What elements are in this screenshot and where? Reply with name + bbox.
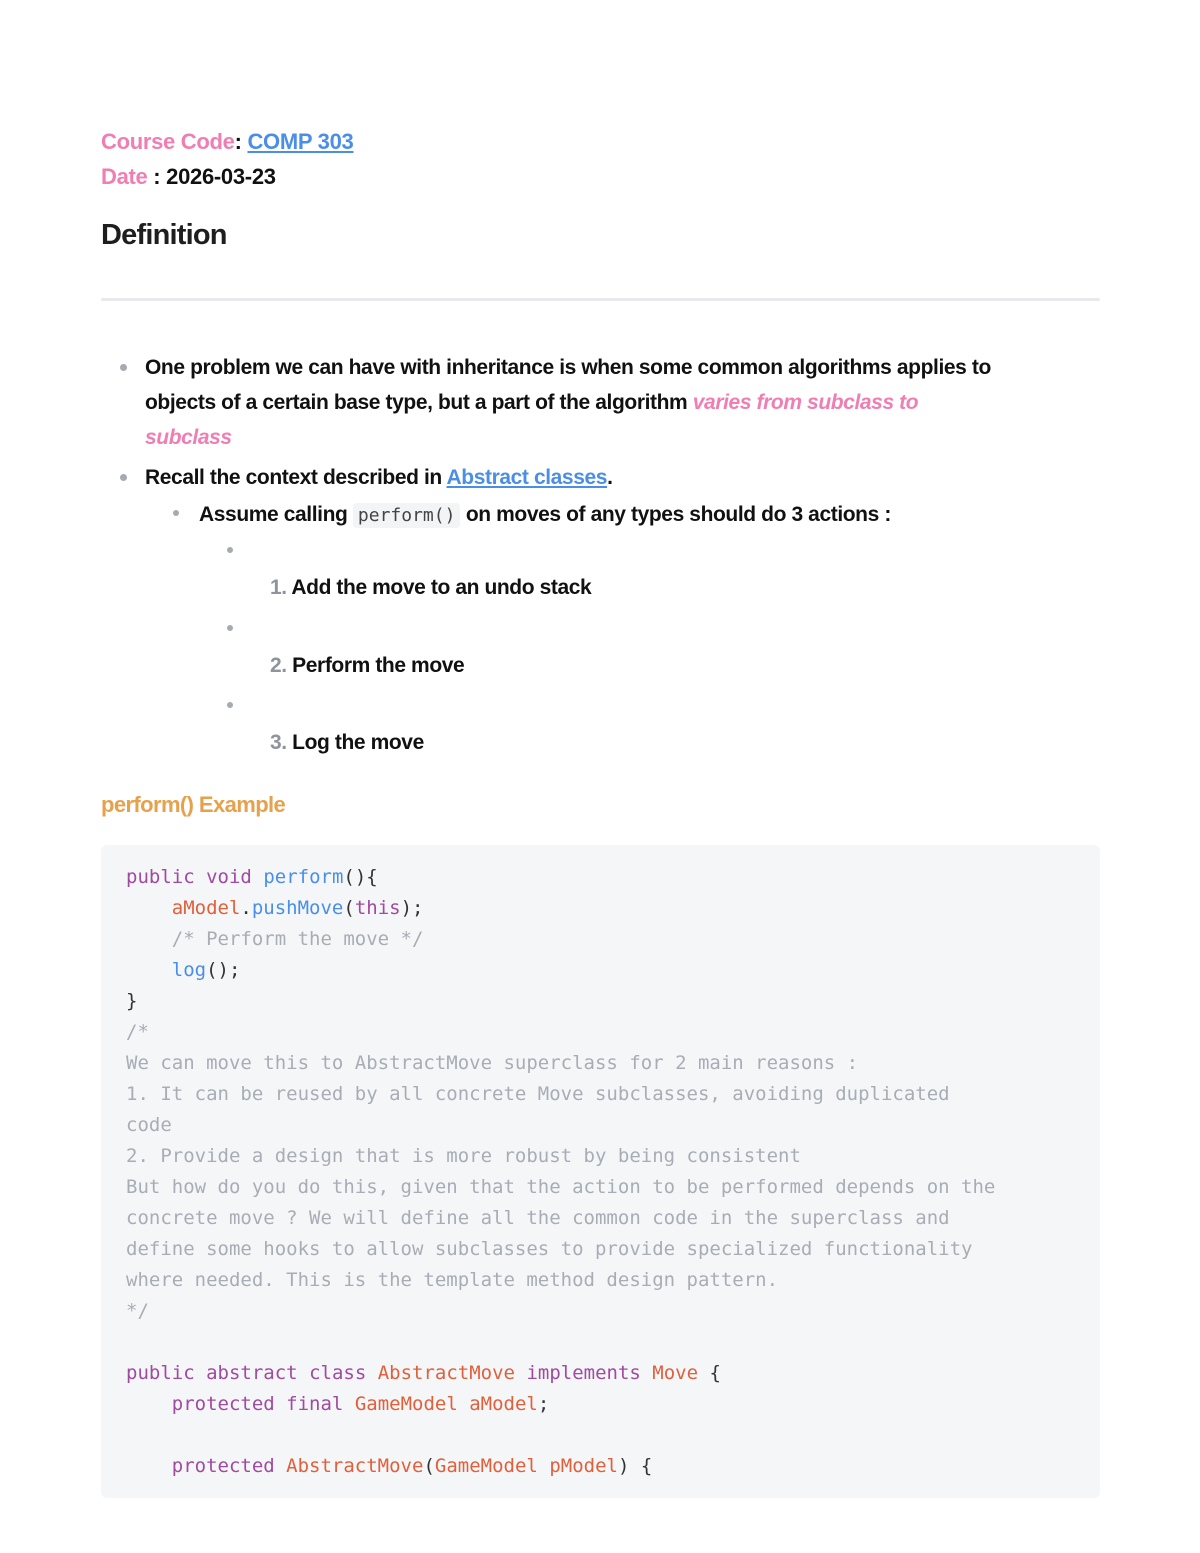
code-token: GameModel <box>354 1393 458 1415</box>
bullet2-prefix: Recall the context described in <box>145 466 447 489</box>
sub-bullet-text <box>199 497 891 533</box>
date-colon: : <box>147 164 167 189</box>
bullet1-emphasis-cont: subclass <box>145 426 232 449</box>
code-token: abstract <box>206 1362 298 1384</box>
step-number: 3. <box>270 731 287 754</box>
code-comment-line: But how do you do this, given that the action to be performed depends on the <box>126 1176 996 1198</box>
code-token: protected <box>171 1455 275 1477</box>
code-token: AbstractMove <box>286 1455 424 1477</box>
bullet1-emphasis: varies from subclass to <box>692 391 919 414</box>
divider <box>101 298 1100 301</box>
code-comment-line: /* <box>126 1021 149 1043</box>
code-token: public <box>126 1362 195 1384</box>
course-code-link[interactable]: COMP 303 <box>247 129 354 154</box>
code-token: final <box>286 1393 344 1415</box>
step-number: 2. <box>270 654 287 677</box>
code-comment-line: define some hooks to allow subclasses to provide specialized functionality <box>126 1238 973 1260</box>
code-comment-line: code <box>126 1114 172 1136</box>
course-code-line <box>101 124 353 159</box>
sub-bullet-suffix: on moves of any types should do 3 actions : <box>460 503 891 526</box>
bullet1-line1: One problem we can have with inheritance is when some common algorithms applies to <box>145 356 991 379</box>
code-token: implements <box>526 1362 641 1384</box>
step-item <box>270 725 424 760</box>
step-text: Add the move to an undo stack <box>291 576 592 599</box>
step-text: Log the move <box>292 731 424 754</box>
code-token: protected <box>171 1393 275 1415</box>
code-comment-line: */ <box>126 1300 149 1322</box>
bullet1-line2-text: objects of a certain base type, but a part of the algorithm <box>145 391 693 414</box>
step-item <box>270 648 464 683</box>
bullet-dot <box>227 547 233 553</box>
code-token: /* Perform the move */ <box>171 928 424 950</box>
code-comment-line: where needed. This is the template method design pattern. <box>126 1269 779 1291</box>
bullet2-text <box>145 460 613 495</box>
code-token: this <box>354 897 401 919</box>
code-token: pModel <box>549 1455 618 1477</box>
date-line <box>101 159 276 194</box>
abstract-classes-link[interactable]: Abstract classes <box>446 466 608 489</box>
list-item <box>101 350 1100 455</box>
code-comment-line: 2. Provide a design that is more robust by being consistent <box>126 1145 801 1167</box>
bullet-dot <box>227 702 233 708</box>
example-heading: perform() Example <box>101 792 286 817</box>
code-comment-line: 1. It can be reused by all concrete Move subclasses, avoiding duplicated <box>126 1083 950 1105</box>
sub-bullet-prefix: Assume calling <box>199 503 353 526</box>
date-value: 2026-03-23 <box>166 164 276 189</box>
perform-inline-code: perform() <box>353 503 461 528</box>
code-token: public <box>126 866 195 888</box>
bullet-dot <box>173 510 179 516</box>
code-token: AbstractMove <box>377 1362 515 1384</box>
step-item <box>270 570 591 605</box>
sub-list-item <box>101 497 1100 532</box>
bullet2-suffix: . <box>607 466 613 489</box>
date-label: Date <box>101 164 148 189</box>
bullet-dot <box>120 364 127 371</box>
definition-heading: Definition <box>101 219 227 251</box>
code-token: log <box>171 959 207 981</box>
code-token: pushMove <box>251 897 344 919</box>
code-comment-line: We can move this to AbstractMove superclass for 2 main reasons : <box>126 1052 859 1074</box>
code-token: class <box>309 1362 367 1384</box>
course-code-label: Course Code <box>101 129 235 154</box>
course-code-colon: : <box>234 129 248 154</box>
bullet-dot <box>227 625 233 631</box>
code-comment-line: concrete move ? We will define all the common code in the superclass and <box>126 1207 950 1229</box>
list-item <box>101 460 1100 495</box>
code-token: perform <box>263 866 344 888</box>
code-token: GameModel <box>434 1455 538 1477</box>
code-content: public void perform(){ aModel.pushMove(this); /* Perform the move */ log(); } /* We can move this to AbstractMove superclass for 2 main reasons : 1. It can be reused by all concrete Move subclasses, avoiding duplicated code 2. Provide a design that is more robust by being consistent But how do you do this, given that the action to be performed depends on the concrete move ? We will define all the common code in the superclass and define some hooks to allow subclasses to provide specialized functionality where needed. This is the template method design pattern. */ public abstract class AbstractMove implements Move { protected final GameModel aModel; protected AbstractMove(GameModel pModel) { <box>126 866 996 1477</box>
code-token: aModel <box>171 897 241 919</box>
code-token: Move <box>652 1362 699 1384</box>
step-number: 1. <box>270 576 287 599</box>
code-block <box>101 845 1100 1498</box>
code-token: void <box>206 866 252 888</box>
step-text: Perform the move <box>292 654 465 677</box>
bullet-dot <box>120 474 127 481</box>
code-token: aModel <box>469 1393 538 1415</box>
bullet1-line2 <box>145 385 918 420</box>
